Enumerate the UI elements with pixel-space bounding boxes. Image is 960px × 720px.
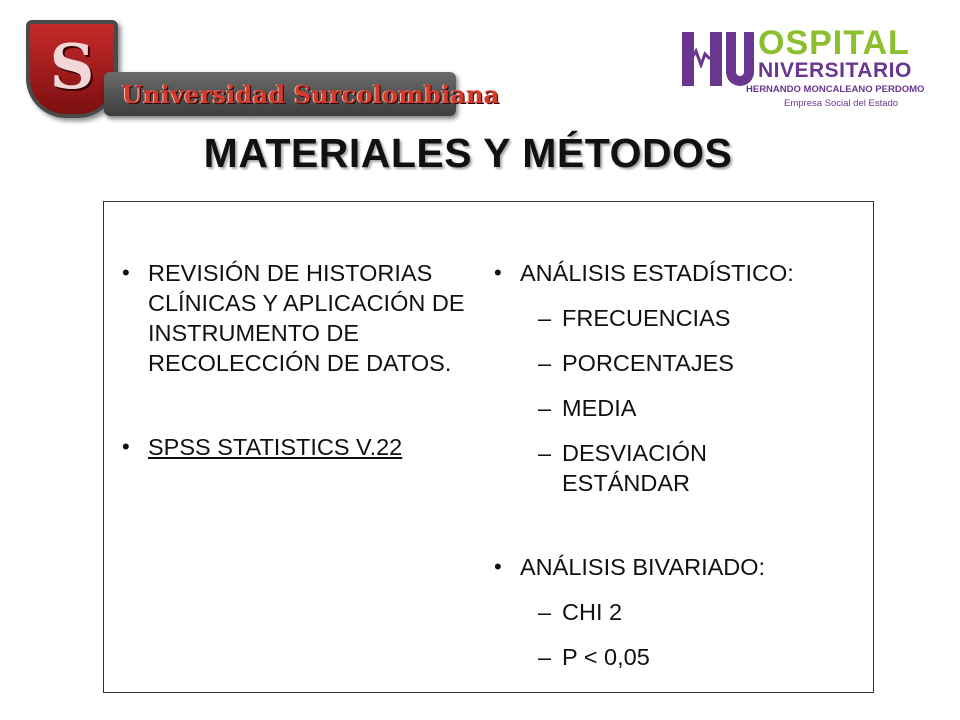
- subitem-porcentajes: – PORCENTAJES: [486, 348, 866, 378]
- university-name: Universidad Surcolombiana: [122, 79, 500, 109]
- hospital-universitario-logo: [682, 26, 932, 122]
- university-name-banner: [104, 72, 500, 116]
- bullet-spss: [114, 432, 486, 462]
- spss-label: SPSS STATISTICS V.22: [148, 434, 403, 460]
- content-box: [103, 201, 874, 693]
- hospital-name-line2: NIVERSITARIO: [758, 59, 912, 82]
- subitem-desviacion-estandar: – DESVIACIÓN ESTÁNDAR: [486, 438, 762, 498]
- subitem-chi2: – CHI 2: [486, 597, 866, 627]
- universidad-surcolombiana-logo: [26, 20, 500, 116]
- hospital-h-pulse-icon: [682, 32, 722, 86]
- bullet-revision-historias: • REVISIÓN DE HISTORIAS CLÍNICAS Y APLICACIÓN DE INSTRUMENTO DE RECOLECCIÓN DE DATOS.: [114, 258, 486, 378]
- bullet-analisis-estadistico: • ANÁLISIS ESTADÍSTICO:: [486, 258, 866, 288]
- subitem-p-value: – P < 0,05: [486, 642, 866, 672]
- subitem-frecuencias: – FRECUENCIAS: [486, 303, 866, 333]
- subitem-media: – MEDIA: [486, 393, 866, 423]
- hospital-name-line3: HERNANDO MONCALEANO PERDOMO: [746, 84, 925, 95]
- right-column: [486, 258, 866, 672]
- bullet-analisis-bivariado: • ANÁLISIS BIVARIADO:: [486, 552, 866, 582]
- hospital-name-line1: OSPITAL: [758, 24, 910, 62]
- slide-title: MATERIALES Y MÉTODOS: [203, 130, 733, 176]
- hospital-u-icon: [726, 32, 754, 86]
- hospital-tagline: Empresa Social del Estado: [784, 98, 899, 109]
- university-shield-icon: S: [26, 20, 118, 118]
- left-column: [114, 258, 486, 462]
